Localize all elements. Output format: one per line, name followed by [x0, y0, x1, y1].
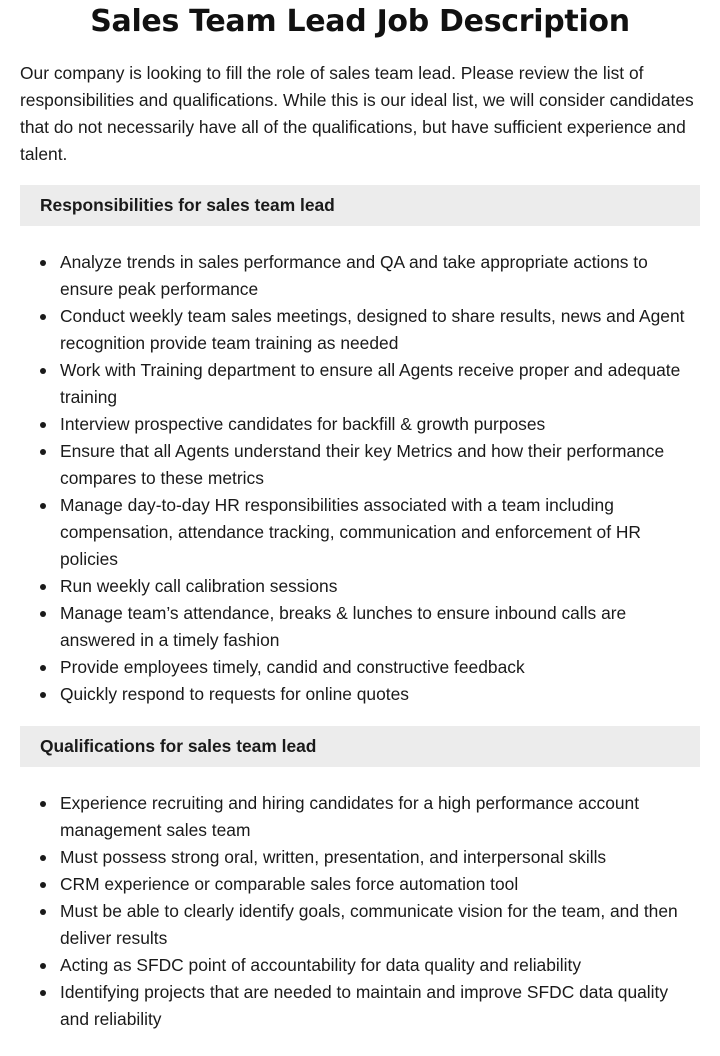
page-title: Sales Team Lead Job Description	[90, 4, 630, 39]
bullet-icon	[40, 611, 46, 617]
list-item	[60, 438, 700, 492]
list-item-text: Conduct weekly team sales meetings, designed to share results, news and Agent recognition provide team training as needed	[60, 306, 685, 353]
bullet-icon	[40, 882, 46, 888]
list-item	[60, 492, 700, 573]
bullet-icon	[40, 368, 46, 374]
bullet-icon	[40, 422, 46, 428]
bullet-icon	[40, 260, 46, 266]
list-item-text: Work with Training department to ensure all Agents receive proper and adequate training	[60, 360, 681, 407]
bullet-icon	[40, 990, 46, 996]
bullet-icon	[40, 503, 46, 509]
list-item-text: Quickly respond to requests for online quotes	[60, 684, 409, 704]
bullet-icon	[40, 665, 46, 671]
list-item	[60, 357, 700, 411]
bullet-icon	[40, 584, 46, 590]
list-item	[60, 249, 700, 303]
list-item	[60, 654, 700, 681]
list-item-text: Provide employees timely, candid and constructive feedback	[60, 657, 525, 677]
list-item	[60, 952, 700, 979]
bullet-icon	[40, 855, 46, 861]
list-item-text: Experience recruiting and hiring candidates for a high performance account management sales team	[60, 793, 640, 840]
bullet-icon	[40, 692, 46, 698]
list-item-text: Manage day-to-day HR responsibilities associated with a team including compensation, attendance tracking, communication and enforcement of HR policies	[60, 495, 641, 569]
qualifications-heading: Qualifications for sales team lead	[20, 726, 700, 767]
bullet-icon	[40, 801, 46, 807]
list-item-text: Manage team’s attendance, breaks & lunches to ensure inbound calls are answered in a timely fashion	[60, 603, 627, 650]
intro-paragraph: Our company is looking to fill the role of sales team lead. Please review the list of responsibilities and qualifications. While this is our ideal list, we will consider candidates that do not necessarily have all of the qualifications, but have sufficient experience and talent.	[20, 63, 694, 164]
list-item-text: Identifying projects that are needed to maintain and improve SFDC data quality and reliability	[60, 982, 669, 1029]
list-item-text: CRM experience or comparable sales force automation tool	[60, 874, 519, 894]
list-item	[60, 871, 700, 898]
list-item-text: Run weekly call calibration sessions	[60, 576, 338, 596]
list-item	[60, 979, 700, 1033]
list-item	[60, 681, 700, 708]
list-item	[60, 600, 700, 654]
list-item	[60, 303, 700, 357]
responsibilities-list	[20, 249, 700, 708]
bullet-icon	[40, 963, 46, 969]
list-item-text: Interview prospective candidates for backfill & growth purposes	[60, 414, 546, 434]
list-item	[60, 411, 700, 438]
responsibilities-heading: Responsibilities for sales team lead	[20, 185, 700, 226]
list-item	[60, 898, 700, 952]
list-item	[60, 790, 700, 844]
list-item-text: Must be able to clearly identify goals, communicate vision for the team, and then deliver results	[60, 901, 678, 948]
bullet-icon	[40, 909, 46, 915]
list-item-text: Ensure that all Agents understand their key Metrics and how their performance compares to these metrics	[60, 441, 665, 488]
list-item-text: Must possess strong oral, written, presentation, and interpersonal skills	[60, 847, 607, 867]
qualifications-list	[20, 790, 700, 1033]
list-item-text: Analyze trends in sales performance and QA and take appropriate actions to ensure peak performance	[60, 252, 648, 299]
bullet-icon	[40, 314, 46, 320]
list-item-text: Acting as SFDC point of accountability for data quality and reliability	[60, 955, 582, 975]
bullet-icon	[40, 449, 46, 455]
list-item	[60, 573, 700, 600]
list-item	[60, 844, 700, 871]
